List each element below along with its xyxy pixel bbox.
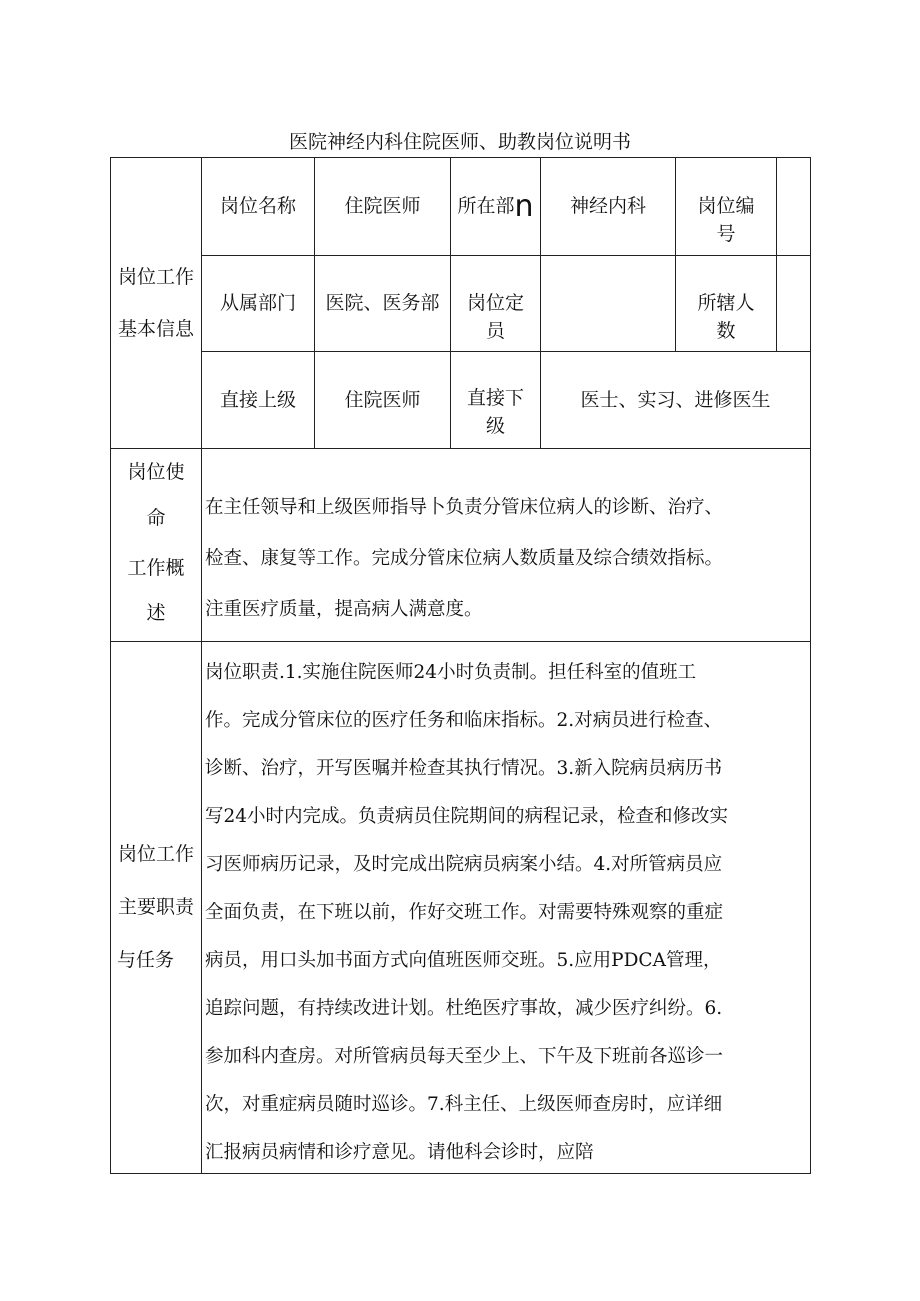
duties-label: [111, 642, 201, 1173]
basic-info-label-line2: 基本信息: [117, 318, 194, 340]
quota-label: [451, 256, 540, 351]
duties-line: 诊断、治疗，开写医嘱并检查其执行情况。3.新入院病员病历书: [205, 758, 723, 779]
document-title: 医院神经内科住院医师、助教岗位说明书: [288, 131, 631, 153]
duties-line: 全面负责，在下班以前，作好交班工作。对需要特殊观察的重症: [205, 902, 724, 923]
duties-line: 病员，用口头加书面方式向值班医师交班。5.应用PDCA管理，: [205, 950, 722, 971]
direct-sub-label-line1: 直接下: [466, 387, 524, 409]
mission-label-line4: 述: [146, 602, 166, 624]
mission-label: [111, 449, 201, 641]
dept-label-main: 所在部: [457, 195, 515, 218]
dept-label-tail: n: [514, 188, 534, 224]
basic-info-label: [111, 158, 201, 448]
basic-info-label-line1: 岗位工作: [117, 266, 194, 288]
subordinates-label: [676, 256, 776, 351]
superior-label: 直接上级: [219, 388, 296, 411]
section-divider: [110, 448, 811, 449]
duties-label-line1: 岗位工作: [117, 843, 194, 865]
subordinates-label-line2: 数: [716, 319, 736, 342]
quota-label-line1: 岗位定: [466, 291, 524, 314]
affiliation-label: 从属部门: [219, 292, 296, 315]
table-border-right: [810, 157, 811, 1174]
mission-line: 注重医疗质量，提高病人满意度。: [205, 599, 483, 620]
duties-line: 岗位职责.1.实施住院医师24小时负责制。担任科室的值班工: [205, 662, 697, 683]
quota-value: [541, 256, 675, 351]
subordinates-value: [777, 256, 810, 351]
dept-label: [451, 158, 540, 255]
affiliation-value: 医院、医务部: [325, 292, 440, 315]
dept-value: 神经内科: [569, 195, 646, 218]
section-divider: [110, 641, 811, 642]
duties-line: 汇报病员病情和诊疗意见。请他科会诊时，应陪: [205, 1142, 594, 1163]
post-no-label: [676, 158, 776, 255]
mission-label-line3: 工作概: [127, 557, 185, 579]
quota-label-line2: 员: [485, 319, 505, 342]
direct-sub-label-line2: 级: [485, 415, 505, 437]
direct-sub-value: 医士、实习、进修医生: [580, 388, 771, 411]
duties-line: 写24小时内完成。负责病员住院期间的病程记录，检查和修改实: [205, 806, 729, 827]
duties-label-line2: 主要职责: [117, 896, 194, 918]
post-name-value: 住院医师: [344, 195, 421, 218]
duties-line: 习医师病历记录，及时完成出院病员病案小结。4.对所管病员应: [205, 854, 723, 875]
mission-line: 在主任领导和上级医师指导卜负责分管床位病人的诊断、治疗、: [205, 497, 724, 518]
duties-line: 作。完成分管床位的医疗任务和临床指标。2.对病员进行检查、: [205, 710, 723, 731]
duties-line: 追踪问题，有持续改进计划。杜绝医疗事故，减少医疗纠纷。6.: [205, 998, 723, 1019]
duties-line: 次，对重症病员随时巡诊。7.科主任、上级医师查房时，应详细: [205, 1094, 723, 1115]
post-no-label-line2: 号: [716, 222, 736, 245]
superior-value: 住院医师: [344, 388, 421, 411]
mission-text: [205, 482, 805, 635]
duties-label-line3: 与任务: [117, 949, 175, 971]
mission-label-line1: 岗位使: [127, 461, 185, 483]
mission-line: 检查、康复等工作。完成分管床位病人数质量及综合绩效指标。: [205, 548, 724, 569]
duties-text: [205, 649, 809, 1177]
job-description-table: [110, 157, 811, 1174]
duties-line: 参加科内查房。对所管病员每天至少上、下午及下班前各巡诊一: [205, 1046, 724, 1067]
post-name-label: 岗位名称: [219, 195, 296, 218]
direct-sub-label: [451, 352, 540, 448]
mission-label-line2: 命: [146, 507, 166, 529]
post-no-label-line1: 岗位编: [697, 194, 755, 217]
subordinates-label-line1: 所辖人: [697, 291, 755, 314]
post-no-value: [777, 158, 810, 255]
